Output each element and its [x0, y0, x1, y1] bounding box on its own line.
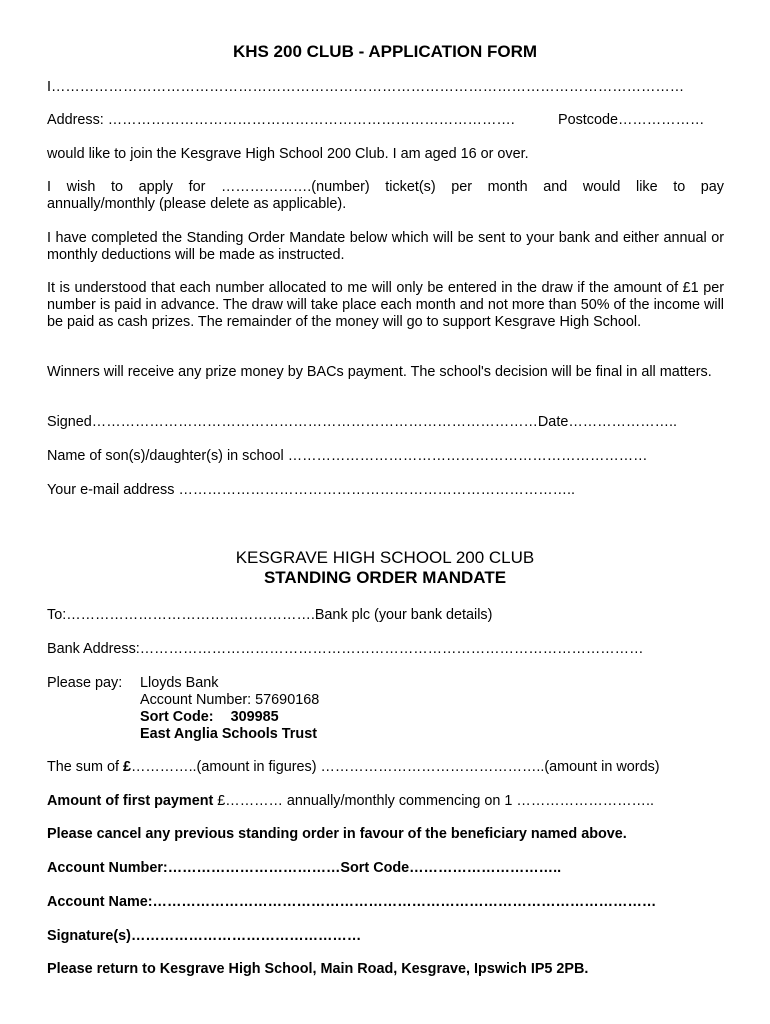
sum-line — [47, 759, 660, 776]
payee-name: East Anglia Schools Trust — [140, 726, 317, 742]
account-name-line: Account Name:…………………………………………………………………………………………… — [47, 894, 657, 910]
payee-sort-code — [140, 709, 279, 726]
bank-address-line: Bank Address:…………………………………………………………………………………………… — [47, 641, 644, 657]
ticket-request-line-2: annually/monthly (please delete as applicable). — [47, 196, 347, 212]
email-line: Your e-mail address ……………………………………………………………………….. — [47, 482, 575, 498]
ticket-request-line: I wish to apply for ……………….(number) ticket(s) per month and would like to pay — [47, 179, 724, 195]
return-instruction: Please return to Kesgrave High School, Main Road, Kesgrave, Ipswich IP5 2PB. — [47, 961, 589, 977]
signed-date-line: Signed…………………………………………………………………………………Date………………….. — [47, 414, 678, 430]
sum-prefix: The sum of — [47, 759, 123, 775]
to-bank-line: To:…………………………………………….Bank plc (your bank details) — [47, 607, 493, 623]
draw-terms-paragraph: It is understood that each number allocated to me will only be entered in the draw if the amount of £1 per number is paid in advance. The draw will take place each month and not more than 50% of the income will be paid as cash prizes. The remainder of the money will go to support Kesgrave High School. — [47, 280, 724, 330]
name-line: I…………………………………………………………………………………………………………………… — [47, 79, 685, 95]
mandate-subheading: STANDING ORDER MANDATE — [263, 568, 507, 587]
payee-bank-name: Lloyds Bank — [140, 675, 219, 691]
children-in-school-line: Name of son(s)/daughter(s) in school ………………………………………………………………… — [47, 448, 648, 464]
account-sort-line: Account Number:………………………………Sort Code………………………….. — [47, 860, 562, 876]
form-title: KHS 200 CLUB - APPLICATION FORM — [232, 42, 538, 61]
mandate-heading: KESGRAVE HIGH SCHOOL 200 CLUB — [235, 548, 535, 567]
winners-paragraph: Winners will receive any prize money by BACs payment. The school's decision will be final in all matters. — [47, 364, 712, 380]
first-payment-rest: £………… annually/monthly commencing on 1 ……………………….. — [213, 793, 654, 809]
first-payment-line — [47, 793, 654, 810]
standing-order-statement: I have completed the Standing Order Mandate below which will be sent to your bank and either annual or monthly deductions will be made as instructed. — [47, 230, 724, 263]
join-statement: would like to join the Kesgrave High School 200 Club. I am aged 16 or over. — [47, 146, 529, 162]
sort-code-label: Sort Code: — [140, 709, 214, 725]
address-line: Address: …………………………………………………………………………. — [47, 112, 515, 128]
sum-rest: …………..(amount in figures) ………………………………………..(amount in words) — [131, 759, 660, 775]
sort-code-value: 309985 — [230, 709, 279, 725]
cancel-instruction: Please cancel any previous standing order in favour of the beneficiary named above. — [47, 826, 627, 842]
signatures-line: Signature(s)………………………………………… — [47, 928, 362, 944]
first-payment-label: Amount of first payment — [47, 793, 214, 809]
please-pay-label: Please pay: — [47, 675, 123, 691]
sum-currency: £ — [122, 759, 131, 775]
payee-account-number: Account Number: 57690168 — [140, 692, 320, 708]
postcode-line: Postcode……………… — [558, 112, 705, 128]
